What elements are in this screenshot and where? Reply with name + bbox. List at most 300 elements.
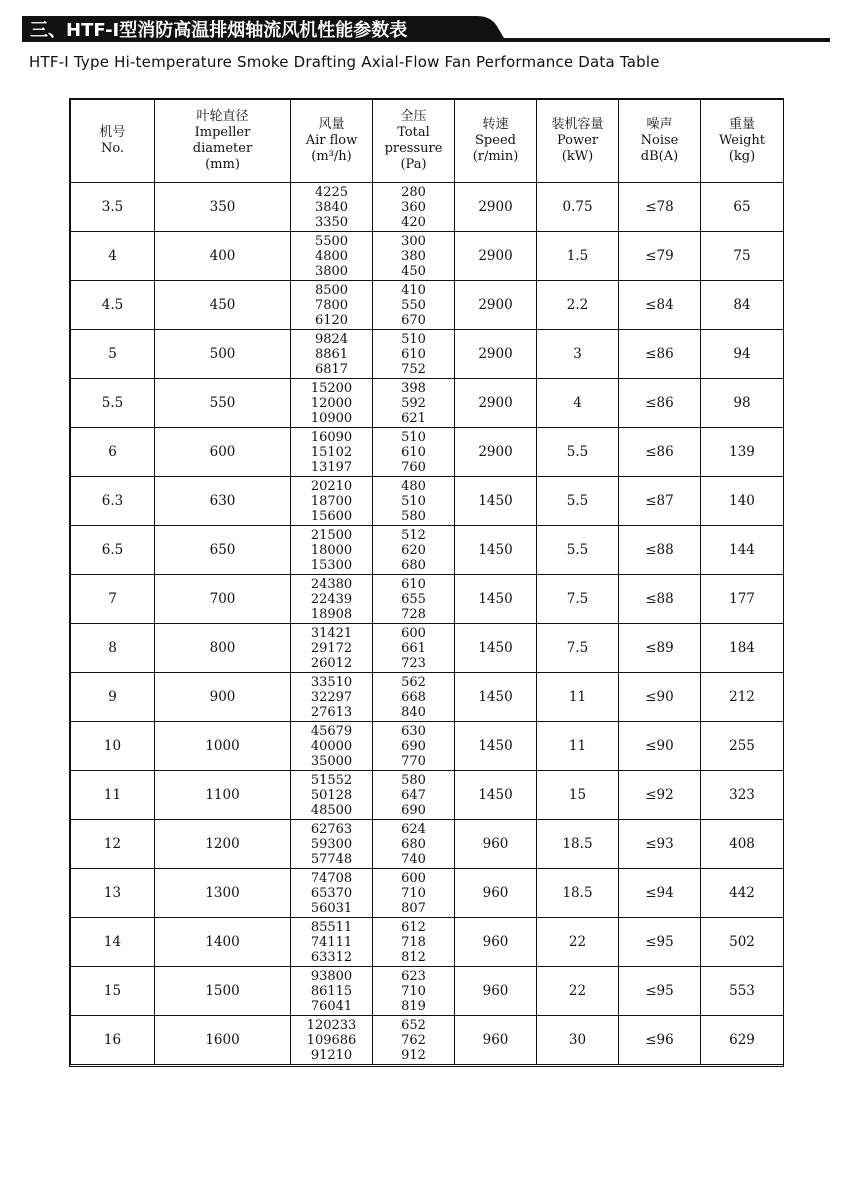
header-label: 叶轮直径 bbox=[196, 109, 249, 124]
stacked-value: 610 bbox=[401, 444, 426, 460]
total-pressure-cell bbox=[373, 428, 455, 477]
stacked-value: 62763 bbox=[310, 821, 353, 837]
stacked-value: 592 bbox=[401, 395, 426, 411]
impeller-diameter-cell: 1300 bbox=[155, 869, 291, 918]
header-label: 转速 bbox=[482, 117, 509, 132]
stacked-value: 40000 bbox=[310, 738, 353, 754]
stacked-value: 10900 bbox=[310, 410, 353, 426]
weight-cell: 65 bbox=[701, 183, 784, 232]
header-label: 噪声 bbox=[646, 117, 673, 132]
power-cell: 22 bbox=[537, 967, 619, 1016]
speed-cell: 960 bbox=[455, 1016, 537, 1065]
speed-cell: 2900 bbox=[455, 183, 537, 232]
stacked-value: 652 bbox=[401, 1017, 426, 1033]
header-label: Power bbox=[556, 133, 599, 148]
speed-cell: 2900 bbox=[455, 232, 537, 281]
stacked-value: 74708 bbox=[310, 870, 353, 886]
speed-cell: 1450 bbox=[455, 575, 537, 624]
fan-number-cell: 7 bbox=[71, 575, 155, 624]
air-flow-cell bbox=[291, 330, 373, 379]
stacked-value: 620 bbox=[401, 542, 426, 558]
noise-cell: ≤90 bbox=[619, 722, 701, 771]
weight-cell: 323 bbox=[701, 771, 784, 820]
stacked-value: 24380 bbox=[310, 576, 353, 592]
stacked-value: 480 bbox=[401, 478, 426, 494]
speed-cell: 960 bbox=[455, 967, 537, 1016]
header-label: No. bbox=[100, 141, 125, 156]
weight-cell: 553 bbox=[701, 967, 784, 1016]
stacked-value: 33510 bbox=[310, 674, 353, 690]
table-row bbox=[71, 1016, 784, 1065]
stacked-value: 740 bbox=[401, 851, 426, 867]
header-pressure bbox=[373, 100, 455, 183]
noise-cell: ≤86 bbox=[619, 428, 701, 477]
total-pressure-cell bbox=[373, 379, 455, 428]
stacked-value: 612 bbox=[401, 919, 426, 935]
power-cell: 18.5 bbox=[537, 869, 619, 918]
speed-cell: 1450 bbox=[455, 722, 537, 771]
weight-cell: 75 bbox=[701, 232, 784, 281]
stacked-value: 35000 bbox=[310, 753, 353, 769]
stacked-value: 728 bbox=[401, 606, 426, 622]
impeller-diameter-cell: 500 bbox=[155, 330, 291, 379]
header-label: (mm) bbox=[205, 157, 240, 172]
fan-number-cell: 12 bbox=[71, 820, 155, 869]
air-flow-cell bbox=[291, 575, 373, 624]
speed-cell: 1450 bbox=[455, 673, 537, 722]
header-label: (kW) bbox=[561, 149, 594, 164]
stacked-value: 32297 bbox=[310, 689, 353, 705]
total-pressure-cell bbox=[373, 183, 455, 232]
stacked-value: 600 bbox=[401, 870, 426, 886]
impeller-diameter-cell: 900 bbox=[155, 673, 291, 722]
impeller-diameter-cell: 550 bbox=[155, 379, 291, 428]
total-pressure-cell bbox=[373, 673, 455, 722]
stacked-value: 8500 bbox=[314, 282, 349, 298]
stacked-value: 45679 bbox=[310, 723, 353, 739]
air-flow-cell bbox=[291, 624, 373, 673]
power-cell: 4 bbox=[537, 379, 619, 428]
power-cell: 7.5 bbox=[537, 624, 619, 673]
stacked-value: 7800 bbox=[314, 297, 349, 313]
speed-cell: 960 bbox=[455, 869, 537, 918]
total-pressure-cell bbox=[373, 477, 455, 526]
header-no bbox=[71, 100, 155, 183]
impeller-diameter-cell: 350 bbox=[155, 183, 291, 232]
weight-cell: 98 bbox=[701, 379, 784, 428]
noise-cell: ≤92 bbox=[619, 771, 701, 820]
stacked-value: 710 bbox=[401, 885, 426, 901]
weight-cell: 140 bbox=[701, 477, 784, 526]
header-label: (m³/h) bbox=[311, 149, 352, 164]
fan-number-cell: 6.3 bbox=[71, 477, 155, 526]
total-pressure-cell bbox=[373, 967, 455, 1016]
stacked-value: 690 bbox=[401, 738, 426, 754]
stacked-value: 51552 bbox=[310, 772, 353, 788]
stacked-value: 15102 bbox=[310, 444, 353, 460]
table-row bbox=[71, 722, 784, 771]
stacked-value: 624 bbox=[401, 821, 426, 837]
table-row bbox=[71, 673, 784, 722]
impeller-diameter-cell: 400 bbox=[155, 232, 291, 281]
table-row bbox=[71, 869, 784, 918]
speed-cell: 960 bbox=[455, 820, 537, 869]
stacked-value: 50128 bbox=[310, 787, 353, 803]
noise-cell: ≤84 bbox=[619, 281, 701, 330]
table-row bbox=[71, 428, 784, 477]
stacked-value: 109686 bbox=[306, 1032, 357, 1048]
impeller-diameter-cell: 1100 bbox=[155, 771, 291, 820]
stacked-value: 550 bbox=[401, 297, 426, 313]
noise-cell: ≤88 bbox=[619, 575, 701, 624]
header-label: Noise bbox=[640, 133, 679, 148]
stacked-value: 85511 bbox=[310, 919, 353, 935]
header-label: 全压 bbox=[400, 109, 427, 124]
speed-cell: 2900 bbox=[455, 281, 537, 330]
air-flow-cell bbox=[291, 477, 373, 526]
impeller-diameter-cell: 1400 bbox=[155, 918, 291, 967]
air-flow-cell bbox=[291, 232, 373, 281]
noise-cell: ≤96 bbox=[619, 1016, 701, 1065]
impeller-diameter-cell: 1000 bbox=[155, 722, 291, 771]
air-flow-cell bbox=[291, 428, 373, 477]
table-row bbox=[71, 918, 784, 967]
header-label: (r/min) bbox=[472, 149, 519, 164]
impeller-diameter-cell: 630 bbox=[155, 477, 291, 526]
stacked-value: 76041 bbox=[310, 998, 353, 1014]
speed-cell: 1450 bbox=[455, 477, 537, 526]
header-label: 风量 bbox=[318, 117, 345, 132]
air-flow-cell bbox=[291, 1016, 373, 1065]
stacked-value: 580 bbox=[401, 772, 426, 788]
power-cell: 11 bbox=[537, 673, 619, 722]
stacked-value: 630 bbox=[401, 723, 426, 739]
table-row bbox=[71, 379, 784, 428]
header-label: 重量 bbox=[728, 117, 755, 132]
fan-number-cell: 6.5 bbox=[71, 526, 155, 575]
total-pressure-cell bbox=[373, 281, 455, 330]
stacked-value: 48500 bbox=[310, 802, 353, 818]
stacked-value: 18000 bbox=[310, 542, 353, 558]
speed-cell: 2900 bbox=[455, 379, 537, 428]
header-label: Impeller bbox=[194, 125, 251, 140]
stacked-value: 4800 bbox=[314, 248, 349, 264]
table-row bbox=[71, 330, 784, 379]
noise-cell: ≤95 bbox=[619, 918, 701, 967]
power-cell: 5.5 bbox=[537, 526, 619, 575]
total-pressure-cell bbox=[373, 232, 455, 281]
stacked-value: 18700 bbox=[310, 493, 353, 509]
total-pressure-cell bbox=[373, 1016, 455, 1065]
stacked-value: 610 bbox=[401, 346, 426, 362]
noise-cell: ≤93 bbox=[619, 820, 701, 869]
header-label: 装机容量 bbox=[551, 117, 604, 132]
speed-cell: 1450 bbox=[455, 771, 537, 820]
header-weight bbox=[701, 100, 784, 183]
impeller-diameter-cell: 650 bbox=[155, 526, 291, 575]
header-diameter bbox=[155, 100, 291, 183]
stacked-value: 15600 bbox=[310, 508, 353, 524]
air-flow-cell bbox=[291, 526, 373, 575]
noise-cell: ≤86 bbox=[619, 330, 701, 379]
stacked-value: 655 bbox=[401, 591, 426, 607]
table-row bbox=[71, 477, 784, 526]
stacked-value: 15300 bbox=[310, 557, 353, 573]
total-pressure-cell bbox=[373, 526, 455, 575]
stacked-value: 762 bbox=[401, 1032, 426, 1048]
stacked-value: 4225 bbox=[314, 184, 349, 200]
stacked-value: 21500 bbox=[310, 527, 353, 543]
fan-number-cell: 4.5 bbox=[71, 281, 155, 330]
fan-number-cell: 3.5 bbox=[71, 183, 155, 232]
total-pressure-cell bbox=[373, 869, 455, 918]
table-header-row bbox=[71, 100, 784, 183]
header-speed bbox=[455, 100, 537, 183]
stacked-value: 812 bbox=[401, 949, 426, 965]
stacked-value: 3840 bbox=[314, 199, 349, 215]
fan-number-cell: 14 bbox=[71, 918, 155, 967]
fan-number-cell: 10 bbox=[71, 722, 155, 771]
weight-cell: 144 bbox=[701, 526, 784, 575]
air-flow-cell bbox=[291, 673, 373, 722]
stacked-value: 57748 bbox=[310, 851, 353, 867]
air-flow-cell bbox=[291, 771, 373, 820]
power-cell: 5.5 bbox=[537, 477, 619, 526]
stacked-value: 8861 bbox=[314, 346, 349, 362]
noise-cell: ≤87 bbox=[619, 477, 701, 526]
weight-cell: 94 bbox=[701, 330, 784, 379]
fan-number-cell: 5.5 bbox=[71, 379, 155, 428]
impeller-diameter-cell: 700 bbox=[155, 575, 291, 624]
stacked-value: 380 bbox=[401, 248, 426, 264]
stacked-value: 623 bbox=[401, 968, 426, 984]
stacked-value: 647 bbox=[401, 787, 426, 803]
speed-cell: 2900 bbox=[455, 330, 537, 379]
stacked-value: 22439 bbox=[310, 591, 353, 607]
stacked-value: 15200 bbox=[310, 380, 353, 396]
impeller-diameter-cell: 450 bbox=[155, 281, 291, 330]
stacked-value: 718 bbox=[401, 934, 426, 950]
stacked-value: 661 bbox=[401, 640, 426, 656]
stacked-value: 621 bbox=[401, 410, 426, 426]
fan-number-cell: 13 bbox=[71, 869, 155, 918]
power-cell: 5.5 bbox=[537, 428, 619, 477]
power-cell: 18.5 bbox=[537, 820, 619, 869]
noise-cell: ≤88 bbox=[619, 526, 701, 575]
power-cell: 30 bbox=[537, 1016, 619, 1065]
weight-cell: 408 bbox=[701, 820, 784, 869]
stacked-value: 510 bbox=[401, 493, 426, 509]
power-cell: 11 bbox=[537, 722, 619, 771]
impeller-diameter-cell: 600 bbox=[155, 428, 291, 477]
stacked-value: 770 bbox=[401, 753, 426, 769]
power-cell: 3 bbox=[537, 330, 619, 379]
stacked-value: 93800 bbox=[310, 968, 353, 984]
stacked-value: 120233 bbox=[306, 1017, 357, 1033]
stacked-value: 912 bbox=[401, 1047, 426, 1063]
weight-cell: 502 bbox=[701, 918, 784, 967]
stacked-value: 63312 bbox=[310, 949, 353, 965]
power-cell: 22 bbox=[537, 918, 619, 967]
table-row bbox=[71, 820, 784, 869]
stacked-value: 510 bbox=[401, 331, 426, 347]
stacked-value: 16090 bbox=[310, 429, 353, 445]
stacked-value: 6817 bbox=[314, 361, 349, 377]
weight-cell: 184 bbox=[701, 624, 784, 673]
fan-number-cell: 11 bbox=[71, 771, 155, 820]
stacked-value: 600 bbox=[401, 625, 426, 641]
page-subtitle: HTF-I Type Hi-temperature Smoke Drafting Axial-Flow Fan Performance Data Table bbox=[29, 53, 660, 71]
table-row bbox=[71, 232, 784, 281]
stacked-value: 450 bbox=[401, 263, 426, 279]
total-pressure-cell bbox=[373, 575, 455, 624]
header-label: (Pa) bbox=[400, 157, 427, 172]
stacked-value: 6120 bbox=[314, 312, 349, 328]
header-label: diameter bbox=[192, 141, 253, 156]
weight-cell: 84 bbox=[701, 281, 784, 330]
stacked-value: 512 bbox=[401, 527, 426, 543]
fan-number-cell: 6 bbox=[71, 428, 155, 477]
header-label: 机号 bbox=[99, 125, 126, 140]
stacked-value: 26012 bbox=[310, 655, 353, 671]
speed-cell: 960 bbox=[455, 918, 537, 967]
stacked-value: 580 bbox=[401, 508, 426, 524]
table-row bbox=[71, 526, 784, 575]
power-cell: 0.75 bbox=[537, 183, 619, 232]
noise-cell: ≤78 bbox=[619, 183, 701, 232]
stacked-value: 420 bbox=[401, 214, 426, 230]
speed-cell: 1450 bbox=[455, 526, 537, 575]
header-power bbox=[537, 100, 619, 183]
stacked-value: 59300 bbox=[310, 836, 353, 852]
total-pressure-cell bbox=[373, 820, 455, 869]
stacked-value: 5500 bbox=[314, 233, 349, 249]
power-cell: 2.2 bbox=[537, 281, 619, 330]
power-cell: 1.5 bbox=[537, 232, 619, 281]
header-label: pressure bbox=[384, 141, 443, 156]
noise-cell: ≤95 bbox=[619, 967, 701, 1016]
stacked-value: 819 bbox=[401, 998, 426, 1014]
total-pressure-cell bbox=[373, 330, 455, 379]
stacked-value: 510 bbox=[401, 429, 426, 445]
impeller-diameter-cell: 800 bbox=[155, 624, 291, 673]
stacked-value: 410 bbox=[401, 282, 426, 298]
stacked-value: 280 bbox=[401, 184, 426, 200]
weight-cell: 442 bbox=[701, 869, 784, 918]
stacked-value: 840 bbox=[401, 704, 426, 720]
table-row bbox=[71, 624, 784, 673]
stacked-value: 760 bbox=[401, 459, 426, 475]
air-flow-cell bbox=[291, 281, 373, 330]
total-pressure-cell bbox=[373, 624, 455, 673]
weight-cell: 629 bbox=[701, 1016, 784, 1065]
header-airflow bbox=[291, 100, 373, 183]
air-flow-cell bbox=[291, 918, 373, 967]
stacked-value: 3800 bbox=[314, 263, 349, 279]
header-label: Weight bbox=[718, 133, 766, 148]
speed-cell: 1450 bbox=[455, 624, 537, 673]
air-flow-cell bbox=[291, 183, 373, 232]
total-pressure-cell bbox=[373, 918, 455, 967]
stacked-value: 65370 bbox=[310, 885, 353, 901]
noise-cell: ≤79 bbox=[619, 232, 701, 281]
stacked-value: 12000 bbox=[310, 395, 353, 411]
stacked-value: 680 bbox=[401, 836, 426, 852]
total-pressure-cell bbox=[373, 722, 455, 771]
air-flow-cell bbox=[291, 869, 373, 918]
stacked-value: 680 bbox=[401, 557, 426, 573]
table-row bbox=[71, 281, 784, 330]
power-cell: 7.5 bbox=[537, 575, 619, 624]
speed-cell: 2900 bbox=[455, 428, 537, 477]
fan-number-cell: 4 bbox=[71, 232, 155, 281]
performance-table bbox=[70, 99, 784, 1065]
weight-cell: 177 bbox=[701, 575, 784, 624]
weight-cell: 212 bbox=[701, 673, 784, 722]
header-label: Speed bbox=[475, 133, 516, 148]
stacked-value: 29172 bbox=[310, 640, 353, 656]
stacked-value: 398 bbox=[401, 380, 426, 396]
table-body bbox=[71, 183, 784, 1065]
air-flow-cell bbox=[291, 967, 373, 1016]
air-flow-cell bbox=[291, 820, 373, 869]
fan-number-cell: 8 bbox=[71, 624, 155, 673]
impeller-diameter-cell: 1600 bbox=[155, 1016, 291, 1065]
header-label: Total bbox=[397, 125, 430, 140]
stacked-value: 13197 bbox=[310, 459, 353, 475]
header-label: (kg) bbox=[728, 149, 756, 164]
fan-number-cell: 5 bbox=[71, 330, 155, 379]
stacked-value: 27613 bbox=[310, 704, 353, 720]
stacked-value: 300 bbox=[401, 233, 426, 249]
power-cell: 15 bbox=[537, 771, 619, 820]
air-flow-cell bbox=[291, 722, 373, 771]
impeller-diameter-cell: 1500 bbox=[155, 967, 291, 1016]
noise-cell: ≤89 bbox=[619, 624, 701, 673]
table-row bbox=[71, 771, 784, 820]
fan-number-cell: 16 bbox=[71, 1016, 155, 1065]
air-flow-cell bbox=[291, 379, 373, 428]
stacked-value: 752 bbox=[401, 361, 426, 377]
fan-number-cell: 15 bbox=[71, 967, 155, 1016]
stacked-value: 807 bbox=[401, 900, 426, 916]
stacked-value: 668 bbox=[401, 689, 426, 705]
weight-cell: 255 bbox=[701, 722, 784, 771]
stacked-value: 670 bbox=[401, 312, 426, 328]
header-label: Air flow bbox=[305, 133, 358, 148]
total-pressure-cell bbox=[373, 771, 455, 820]
stacked-value: 86115 bbox=[310, 983, 353, 999]
table-row bbox=[71, 575, 784, 624]
stacked-value: 3350 bbox=[314, 214, 349, 230]
stacked-value: 20210 bbox=[310, 478, 353, 494]
stacked-value: 9824 bbox=[314, 331, 349, 347]
stacked-value: 56031 bbox=[310, 900, 353, 916]
page-title: 三、HTF-I型消防高温排烟轴流风机性能参数表 bbox=[30, 20, 408, 41]
impeller-diameter-cell: 1200 bbox=[155, 820, 291, 869]
stacked-value: 710 bbox=[401, 983, 426, 999]
header-noise bbox=[619, 100, 701, 183]
stacked-value: 723 bbox=[401, 655, 426, 671]
noise-cell: ≤90 bbox=[619, 673, 701, 722]
table-row bbox=[71, 967, 784, 1016]
section-banner bbox=[22, 16, 830, 46]
stacked-value: 91210 bbox=[310, 1047, 353, 1063]
stacked-value: 18908 bbox=[310, 606, 353, 622]
noise-cell: ≤94 bbox=[619, 869, 701, 918]
stacked-value: 562 bbox=[401, 674, 426, 690]
header-label: dB(A) bbox=[640, 149, 679, 164]
